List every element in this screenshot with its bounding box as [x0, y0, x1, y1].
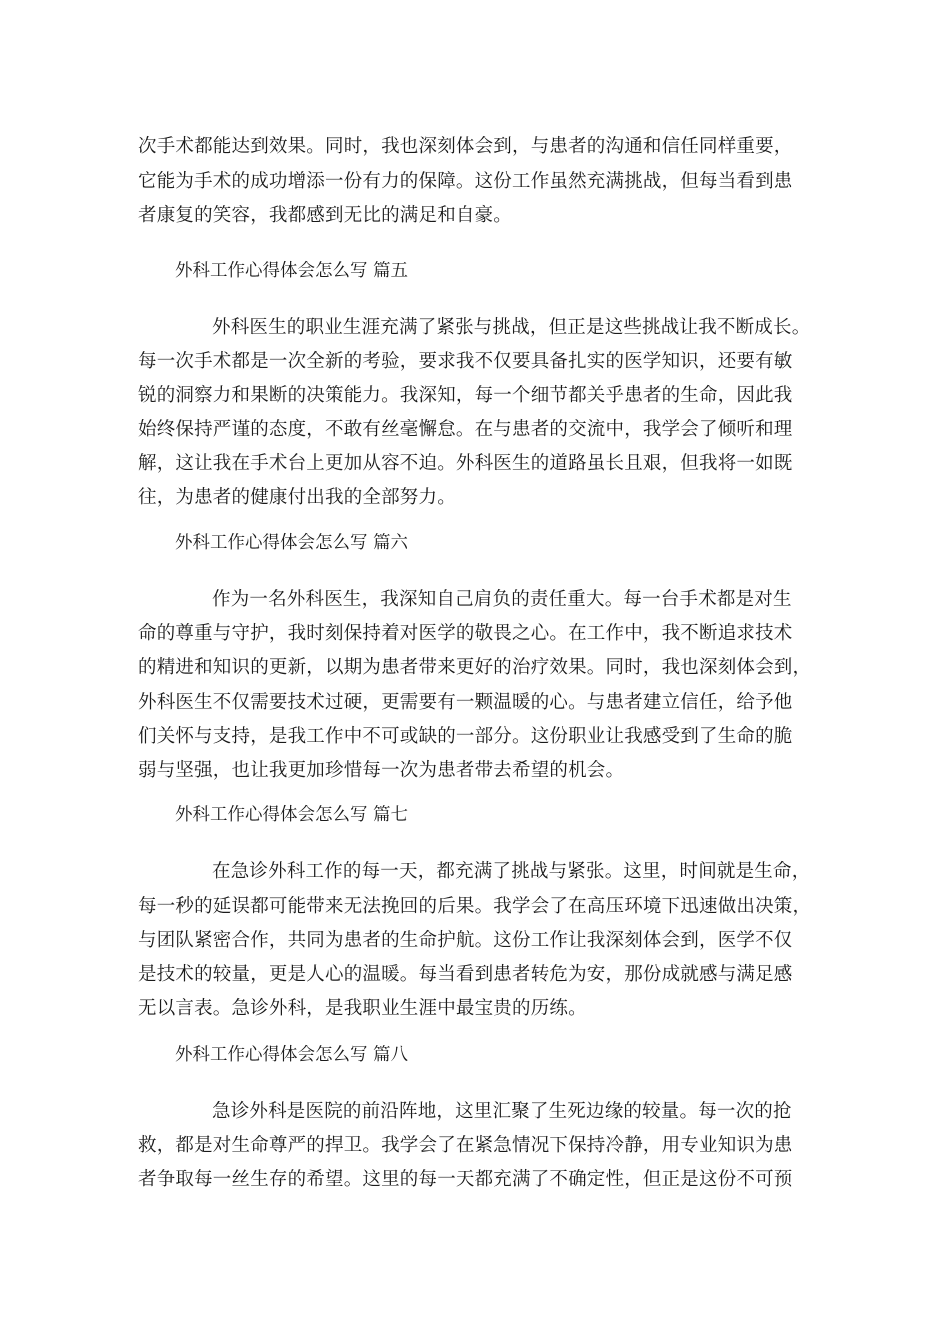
paragraph-line: 的精进和知识的更新，以期为患者带来更好的治疗效果。同时，我也深刻体会到， — [138, 657, 812, 678]
paragraph-line: 它能为手术的成功增添一份有力的保障。这份工作虽然充满挑战，但每当看到患 — [138, 171, 793, 192]
paragraph-line: 外科医生不仅需要技术过硬，更需要有一颗温暖的心。与患者建立信任，给予他 — [138, 692, 793, 713]
section-heading: 外科工作心得体会怎么写 篇八 — [175, 1045, 409, 1065]
section-heading: 外科工作心得体会怎么写 篇六 — [175, 533, 409, 553]
paragraph-line: 者康复的笑容，我都感到无比的满足和自豪。 — [138, 205, 513, 226]
paragraph-line: 与团队紧密合作，共同为患者的生命护航。这份工作让我深刻体会到，医学不仅 — [138, 930, 793, 951]
paragraph-line: 解，这让我在手术台上更加从容不迫。外科医生的道路虽长且艰，但我将一如既 — [138, 453, 793, 474]
paragraph-line: 命的尊重与守护，我时刻保持着对医学的敬畏之心。在工作中，我不断追求技术 — [138, 623, 793, 644]
paragraph-line: 是技术的较量，更是人心的温暖。每当看到患者转危为安，那份成就感与满足感 — [138, 964, 793, 985]
section-heading: 外科工作心得体会怎么写 篇五 — [175, 261, 409, 281]
paragraph-line: 次手术都能达到效果。同时，我也深刻体会到，与患者的沟通和信任同样重要， — [138, 136, 793, 157]
paragraph-line: 往，为患者的健康付出我的全部努力。 — [138, 487, 456, 508]
paragraph-line: 在急诊外科工作的每一天，都充满了挑战与紧张。这里，时间就是生命， — [212, 861, 811, 882]
paragraph-line: 始终保持严谨的态度，不敢有丝毫懈怠。在与患者的交流中，我学会了倾听和理 — [138, 419, 793, 440]
paragraph-line: 无以言表。急诊外科，是我职业生涯中最宝贵的历练。 — [138, 998, 587, 1019]
paragraph-line: 者争取每一丝生存的希望。这里的每一天都充满了不确定性，但正是这份不可预 — [138, 1169, 793, 1190]
paragraph-line: 们关怀与支持，是我工作中不可或缺的一部分。这份职业让我感受到了生命的脆 — [138, 726, 793, 747]
paragraph-line: 急诊外科是医院的前沿阵地，这里汇聚了生死边缘的较量。每一次的抢 — [212, 1101, 792, 1122]
paragraph-line: 救，都是对生命尊严的捍卫。我学会了在紧急情况下保持冷静，用专业知识为患 — [138, 1135, 793, 1156]
paragraph-line: 弱与坚强，也让我更加珍惜每一次为患者带去希望的机会。 — [138, 760, 625, 781]
section-heading: 外科工作心得体会怎么写 篇七 — [175, 805, 409, 825]
paragraph-line: 锐的洞察力和果断的决策能力。我深知，每一个细节都关乎患者的生命，因此我 — [138, 385, 793, 406]
paragraph-line: 每一次手术都是一次全新的考验，要求我不仅要具备扎实的医学知识，还要有敏 — [138, 351, 793, 372]
paragraph-line: 每一秒的延误都可能带来无法挽回的后果。我学会了在高压环境下迅速做出决策， — [138, 896, 812, 917]
paragraph-line: 外科医生的职业生涯充满了紧张与挑战，但正是这些挑战让我不断成长。 — [212, 317, 811, 338]
paragraph-line: 作为一名外科医生，我深知自己肩负的责任重大。每一台手术都是对生 — [212, 589, 792, 610]
